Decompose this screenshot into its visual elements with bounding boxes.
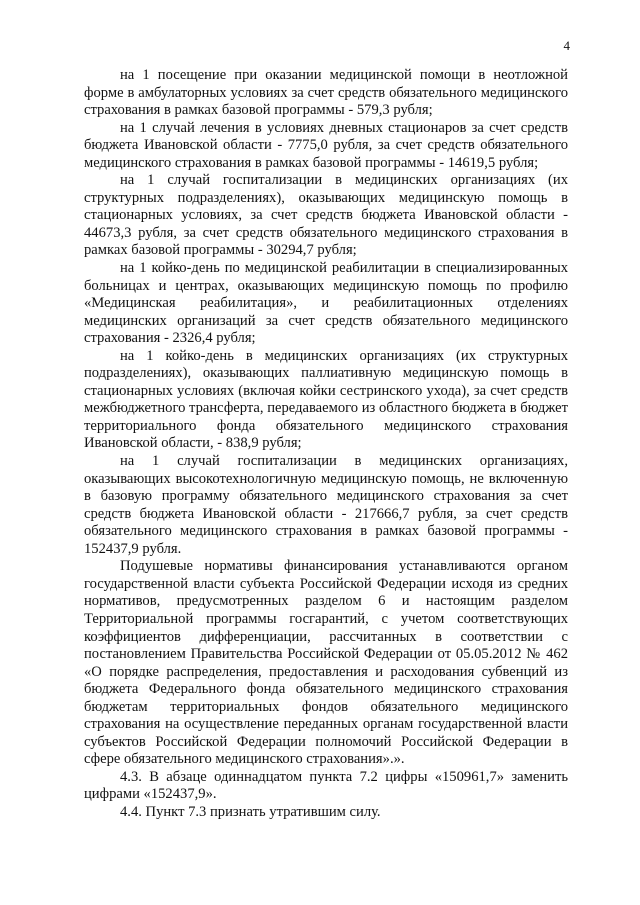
paragraph-hospitalization: на 1 случай госпитализации в медицинских организациях (их структурных подразделениях), оказывающих медицинскую помощь в стационарных условиях, за счет средств бюджета Ивановской области - 44673,3 рубля, за счет средств обязательного медицинского страхования в рамках базовой программы - 30294,7 рубля; (84, 172, 568, 259)
paragraph-palliative-care: на 1 койко-день в медицинских организациях (их структурных подразделениях), оказывающих паллиативную медицинскую помощь в стационарных условиях (включая койки сестринского ухода), за счет средств межбюджетного трансферта, передаваемого из областного бюджета в бюджет территориального фонда обязательного медицинского страхования Ивановской области, - 838,9 рубля; (84, 347, 568, 452)
paragraph-high-tech-care: на 1 случай госпитализации в медицинских организациях, оказывающих высокотехнологичную медицинскую помощь, не включенную в базовую программу обязательного медицинского страхования за счет средств бюджета Ивановской области - 217666,7 рубля, за счет средств обязательного медицинского страхования в рамках базовой программы - 152437,9 рубля. (84, 453, 568, 557)
document-body (84, 67, 568, 822)
paragraph-day-hospital: на 1 случай лечения в условиях дневных стационаров за счет средств бюджета Ивановской области - 7775,0 рубля, за счет средств обязательного медицинского страхования в рамках базовой программы - 14619,5 рубля; (84, 119, 568, 171)
paragraph-amendment-4-3: 4.3. В абзаце одиннадцатом пункта 7.2 цифры «150961,7» заменить цифрами «152437,9». (84, 768, 568, 803)
paragraph-outpatient-emergency: на 1 посещение при оказании медицинской помощи в неотложной форме в амбулаторных условиях за счет средств обязательного медицинского страхования в рамках базовой программы - 579,3 рубля; (84, 67, 568, 119)
paragraph-amendment-4-4: 4.4. Пункт 7.3 признать утратившим силу. (120, 803, 381, 820)
page-number: 4 (563, 38, 570, 53)
paragraph-per-capita-standards: Подушевые нормативы финансирования устанавливаются органом государственной власти субъекта Российской Федерации исходя из средних нормативов, предусмотренных разделом 6 и настоящим разделом Территориальной программы госгарантий, с учетом соответствующих коэффициентов дифференциации, рассчитанных в соответствии с постановлением Правительства Российской Федерации от 05.05.2012 № 462 «О порядке распределения, предоставления и расходования субвенций из бюджета Федерального фонда обязательного медицинского страхования бюджетам территориальных фондов обязательного медицинского страхования на осуществление переданных органам государственной власти субъектов Российской Федерации полномочий Российской Федерации в сфере обязательного медицинского страхования».». (84, 558, 568, 768)
paragraph-rehabilitation: на 1 койко-день по медицинской реабилитации в специализированных больницах и центрах, оказывающих медицинскую помощь по профилю «Медицинская реабилитация», и реабилитационных отделениях медицинских организаций за счет средств обязательного медицинского страхования - 2326,4 рубля; (84, 260, 568, 347)
